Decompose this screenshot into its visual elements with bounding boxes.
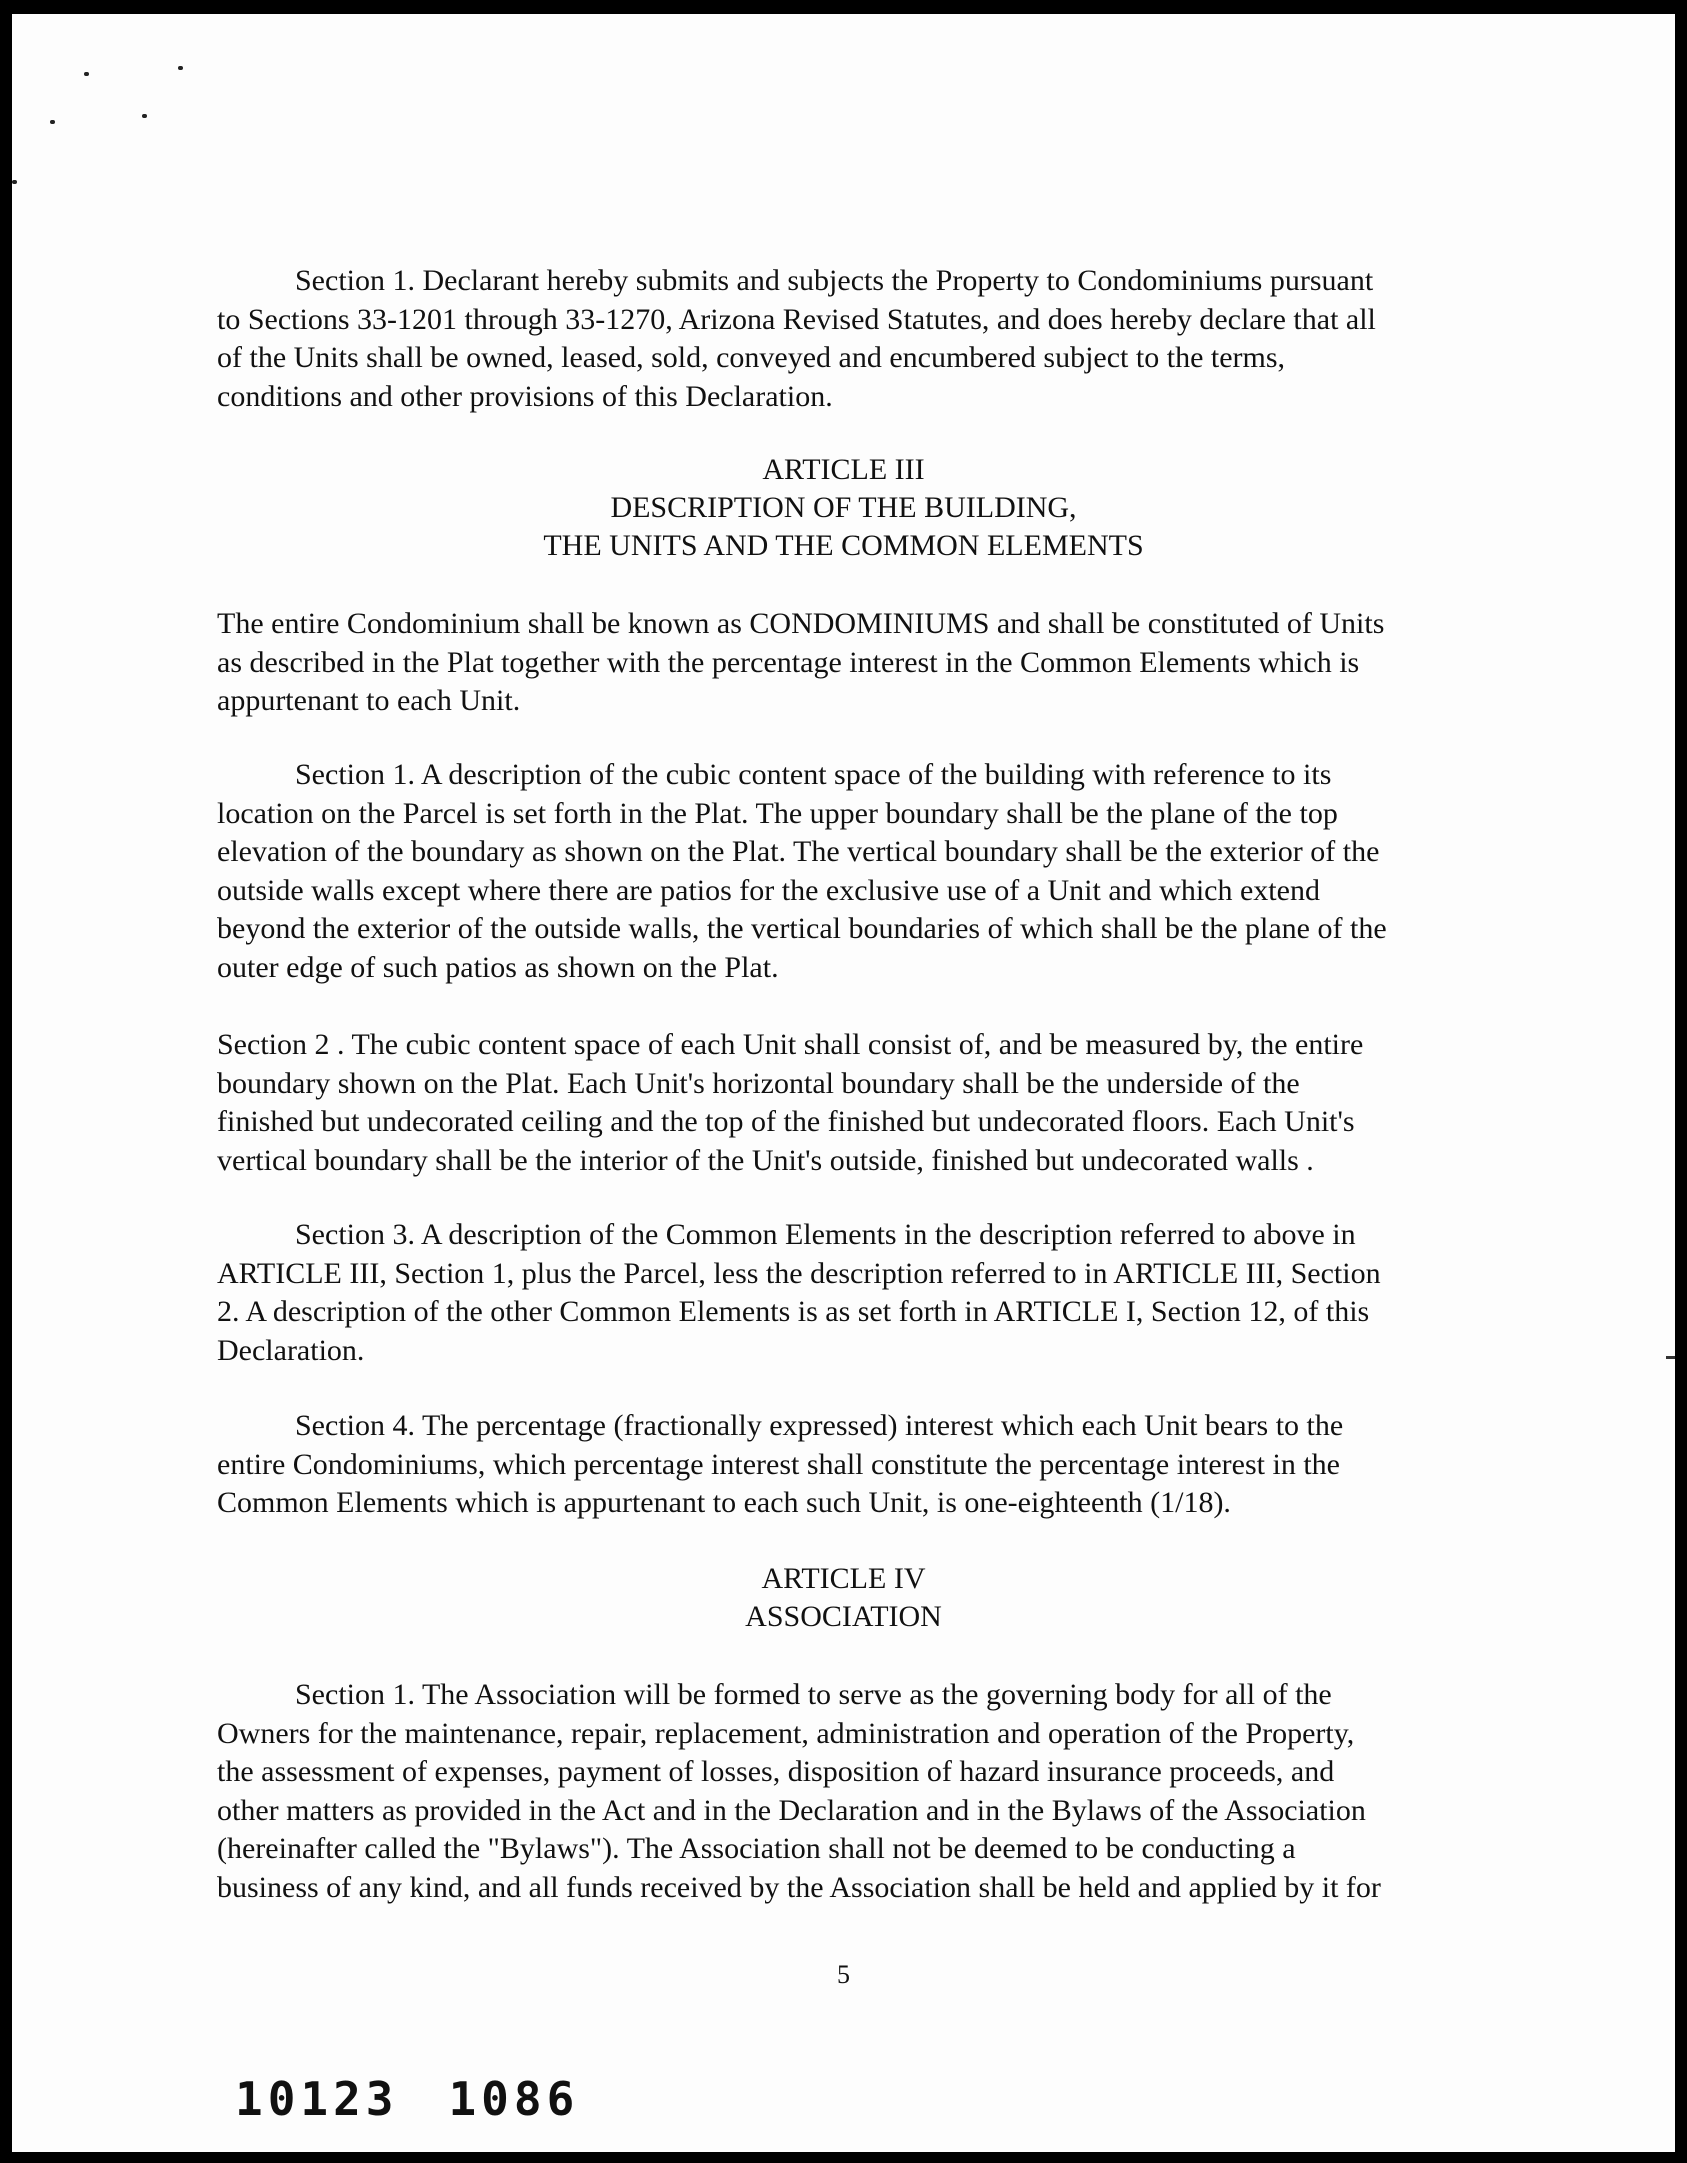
article-3-section-2: Section 2 . The cubic content space of each Unit shall consist of, and be measured by, the entire boundary shown on the Plat. Each Unit's horizontal boundary shall be the underside of the finished but undecorated ceiling and the top of the finished but undecorated floors. Each Unit's vertical boundary shall be the interior of the Unit's outside, finished but undecorated walls . <box>217 1028 1364 1177</box>
document-number-book: 10123 <box>235 2072 399 2126</box>
article-3-heading <box>12 451 1675 565</box>
article-3-section-1: Section 1. A description of the cubic content space of the building with reference to its location on the Parcel is set forth in the Plat. The upper boundary shall be the plane of the top elevation of the boundary as shown on the Plat. The vertical boundary shall be the exterior of the outside walls except where there are patios for the exclusive use of a Unit and which extend beyond the exterior of the outside walls, the vertical boundaries of which shall be the plane of the outer edge of such patios as shown on the Plat. <box>217 758 1387 984</box>
article-3-section-4: Section 4. The percentage (fractionally expressed) interest which each Unit bears to the entire Condominiums, which percentage interest shall constitute the percentage interest in the Common Elements which is appurtenant to each such Unit, is one-eighteenth (1/18). <box>217 1409 1344 1519</box>
article-3-subtitle-2: THE UNITS AND THE COMMON ELEMENTS <box>543 529 1144 562</box>
article-4-heading <box>12 1560 1675 1636</box>
page-number: 5 <box>837 1960 850 1989</box>
scan-speck <box>84 72 89 76</box>
document-page <box>12 14 1675 2152</box>
article-4-title: ARTICLE IV <box>761 1562 926 1595</box>
article-4-subtitle: ASSOCIATION <box>745 1600 942 1633</box>
scan-edge-mark <box>1666 1356 1675 1359</box>
article-3-title: ARTICLE III <box>762 453 925 486</box>
scan-speck <box>142 114 147 118</box>
document-numbers <box>235 2072 579 2126</box>
paragraph-section-1: Section 1. Declarant hereby submits and subjects the Property to Condominiums pursuant to Sections 33-1201 through 33-1270, Arizona Revised Statutes, and does hereby declare that all of the Units shall be owned, leased, sold, conveyed and encumbered subject to the terms, conditions and other provisions of this Declaration. <box>217 264 1376 413</box>
article-3-subtitle-1: DESCRIPTION OF THE BUILDING, <box>610 491 1077 524</box>
scan-speck <box>12 180 17 184</box>
scan-speck <box>178 66 183 70</box>
scan-speck <box>50 120 55 124</box>
article-3-intro: The entire Condominium shall be known as CONDOMINIUMS and shall be constituted of Units as described in the Plat together with the percentage interest in the Common Elements which is appurtenant to each Unit. <box>217 607 1385 717</box>
document-number-page: 1086 <box>448 2072 580 2126</box>
article-3-section-3: Section 3. A description of the Common Elements in the description referred to above in ARTICLE III, Section 1, plus the Parcel, less the description referred to in ARTICLE III, Section 2. A description of the other Common Elements is as set forth in ARTICLE I, Section 12, of this Declaration. <box>217 1218 1381 1367</box>
article-4-section-1: Section 1. The Association will be formed to serve as the governing body for all of the Owners for the maintenance, repair, replacement, administration and operation of the Property, the assessment of expenses, payment of losses, disposition of hazard insurance proceeds, and other matters as provided in the Act and in the Declaration and in the Bylaws of the Association (hereinafter called the "Bylaws"). The Association shall not be deemed to be conducting a business of any kind, and all funds received by the Association shall be held and applied by it for <box>217 1678 1381 1904</box>
